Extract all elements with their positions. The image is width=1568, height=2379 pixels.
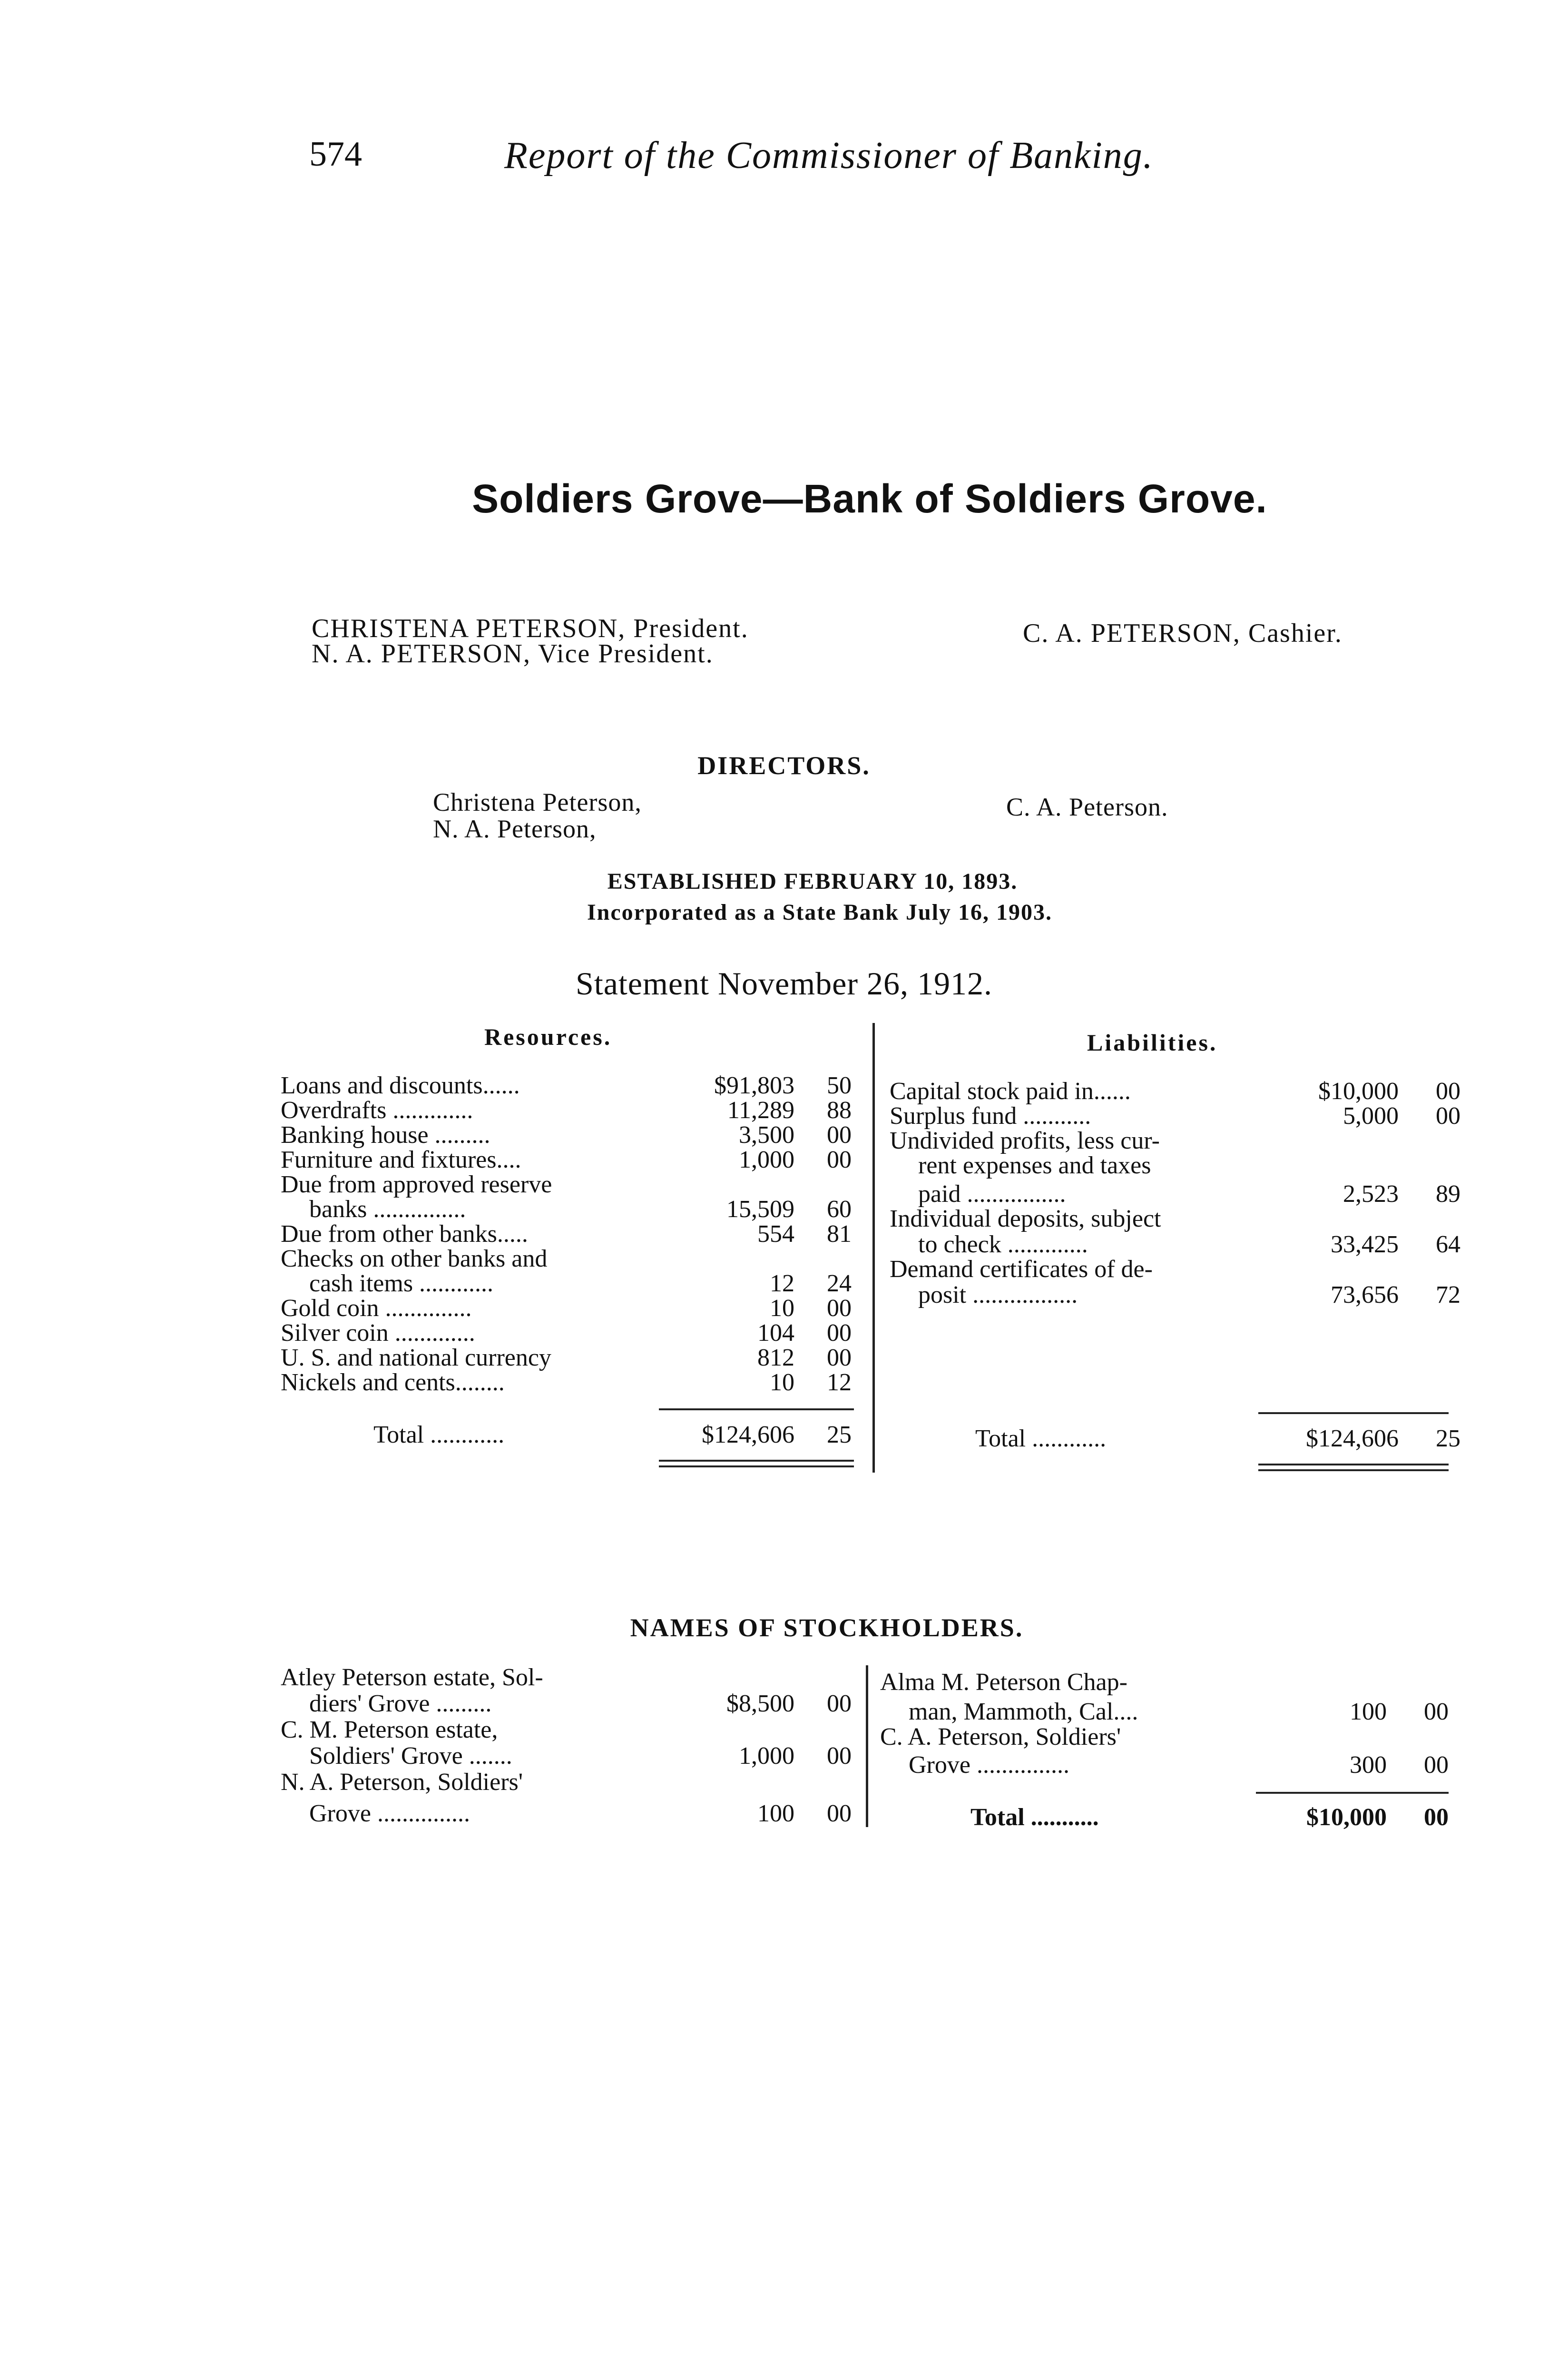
resource-cents: 50: [827, 1072, 852, 1099]
resource-label: Banking house .........: [281, 1121, 490, 1149]
officer-cashier: C. A. PETERSON, Cashier.: [1023, 619, 1343, 648]
resource-cents: 00: [827, 1295, 852, 1322]
directors-heading: DIRECTORS.: [697, 751, 871, 780]
liabilities-total-dollars: $124,606: [1306, 1425, 1399, 1452]
statement-column-divider: [872, 1023, 875, 1473]
stockholder-cents: 00: [827, 1800, 852, 1827]
liabilities-heading: Liabilities.: [1087, 1029, 1218, 1056]
stockholders-heading: NAMES OF STOCKHOLDERS.: [630, 1613, 1024, 1642]
stockholder-cents: 00: [827, 1742, 852, 1770]
liability-label: Individual deposits, subject: [890, 1205, 1161, 1232]
resource-label: Silver coin .............: [281, 1319, 475, 1347]
liabilities-total-cents: 25: [1436, 1425, 1460, 1452]
resource-cents: 00: [827, 1344, 852, 1371]
resource-cents: 00: [827, 1319, 852, 1347]
statement-title: Statement November 26, 1912.: [576, 965, 992, 1002]
liabilities-subtotal-rule: [1258, 1412, 1449, 1414]
liabilities-total-double-rule: [1258, 1464, 1449, 1471]
stockholder-name-line1: Atley Peterson estate, Sol-: [281, 1664, 543, 1691]
stockholder-name-line1: N. A. Peterson, Soldiers': [281, 1769, 523, 1796]
liability-cents: 00: [1436, 1078, 1460, 1105]
resource-cents: 60: [827, 1196, 852, 1223]
liability-label: posit .................: [918, 1281, 1078, 1308]
resources-total-cents: 25: [827, 1421, 852, 1448]
stockholder-name-line2: Soldiers' Grove .......: [309, 1742, 512, 1770]
resource-cents: 12: [827, 1369, 852, 1396]
liability-label: to check .............: [918, 1231, 1088, 1258]
resource-label: banks ...............: [309, 1196, 466, 1223]
stockholders-total-dollars: $10,000: [1306, 1804, 1387, 1831]
resource-cents: 81: [827, 1220, 852, 1248]
resource-cents: 00: [827, 1146, 852, 1173]
resource-label: Gold coin ..............: [281, 1295, 472, 1322]
stockholder-name-line1: C. A. Peterson, Soldiers': [880, 1723, 1121, 1750]
resources-heading: Resources.: [484, 1023, 612, 1050]
established-line: ESTABLISHED FEBRUARY 10, 1893.: [607, 869, 1018, 894]
resource-dollars: 3,500: [739, 1121, 794, 1149]
stockholder-cents: 00: [827, 1690, 852, 1717]
liability-dollars: 73,656: [1331, 1281, 1399, 1308]
stockholder-dollars: 100: [1350, 1698, 1387, 1725]
stockholder-dollars: 100: [757, 1800, 794, 1827]
bank-title: Soldiers Grove—Bank of Soldiers Grove.: [472, 476, 1267, 521]
incorporated-line: Incorporated as a State Bank July 16, 1903.: [587, 900, 1053, 925]
liability-cents: 72: [1436, 1281, 1460, 1308]
stockholder-name-line2: diers' Grove .........: [309, 1690, 492, 1717]
liability-dollars: 33,425: [1331, 1231, 1399, 1258]
stockholder-dollars: $8,500: [726, 1690, 794, 1717]
page-number: 574: [309, 135, 362, 174]
liability-cents: 00: [1436, 1102, 1460, 1130]
officer-vice-president: N. A. PETERSON, Vice President.: [312, 639, 714, 668]
liability-label: Surplus fund ...........: [890, 1102, 1091, 1130]
stockholder-dollars: 300: [1350, 1751, 1387, 1779]
resources-total-label: Total ............: [373, 1421, 505, 1448]
resource-label: Due from approved reserve: [281, 1171, 552, 1198]
resource-dollars: 554: [757, 1220, 794, 1248]
liability-dollars: $10,000: [1318, 1078, 1399, 1105]
stockholder-name-line1: Alma M. Peterson Chap-: [880, 1669, 1127, 1696]
stockholder-name-line2: Grove ...............: [909, 1751, 1069, 1779]
resource-label: U. S. and national currency: [281, 1344, 551, 1371]
liability-dollars: 2,523: [1343, 1180, 1399, 1208]
director-right: C. A. Peterson.: [1006, 793, 1168, 821]
resource-label: Due from other banks.....: [281, 1220, 528, 1248]
stockholders-total-cents: 00: [1424, 1804, 1449, 1831]
resource-label: cash items ............: [309, 1270, 494, 1297]
officer-president: CHRISTENA PETERSON, President.: [312, 614, 749, 643]
resource-dollars: 12: [770, 1270, 794, 1297]
stockholder-cents: 00: [1424, 1698, 1449, 1725]
stockholder-name-line2: man, Mammoth, Cal....: [909, 1698, 1138, 1725]
resources-total-dollars: $124,606: [702, 1421, 794, 1448]
stockholder-name-line1: C. M. Peterson estate,: [281, 1716, 498, 1743]
liability-label: Undivided profits, less cur-: [890, 1127, 1160, 1154]
stockholders-total-rule: [1256, 1792, 1449, 1794]
resource-dollars: 11,289: [727, 1097, 794, 1124]
resource-label: Furniture and fixtures....: [281, 1146, 521, 1173]
resource-dollars: 1,000: [739, 1146, 794, 1173]
stockholders-column-divider: [866, 1665, 868, 1827]
liability-label: Demand certificates of de-: [890, 1256, 1153, 1283]
resource-cents: 88: [827, 1097, 852, 1124]
director-left-2: N. A. Peterson,: [433, 815, 597, 843]
resource-dollars: 104: [757, 1319, 794, 1347]
resource-dollars: $91,803: [714, 1072, 794, 1099]
liability-label: Capital stock paid in......: [890, 1078, 1131, 1105]
resource-label: Overdrafts .............: [281, 1097, 473, 1124]
resource-dollars: 812: [757, 1344, 794, 1371]
running-title: Report of the Commissioner of Banking.: [504, 135, 1154, 177]
stockholders-total-label: Total ...........: [970, 1804, 1099, 1831]
liability-label: paid ................: [918, 1180, 1066, 1208]
resource-cents: 24: [827, 1270, 852, 1297]
stockholder-dollars: 1,000: [739, 1742, 794, 1770]
liability-cents: 64: [1436, 1231, 1460, 1258]
liability-cents: 89: [1436, 1180, 1460, 1208]
resource-dollars: 15,509: [726, 1196, 794, 1223]
stockholder-name-line2: Grove ...............: [309, 1800, 470, 1827]
resources-total-double-rule: [659, 1460, 854, 1467]
resource-dollars: 10: [770, 1295, 794, 1322]
resource-label: Checks on other banks and: [281, 1245, 548, 1272]
liabilities-total-label: Total ............: [975, 1425, 1107, 1452]
resource-dollars: 10: [770, 1369, 794, 1396]
resource-label: Loans and discounts......: [281, 1072, 520, 1099]
liability-dollars: 5,000: [1343, 1102, 1399, 1130]
resource-cents: 00: [827, 1121, 852, 1149]
stockholder-cents: 00: [1424, 1751, 1449, 1779]
director-left-1: Christena Peterson,: [433, 788, 642, 816]
resource-label: Nickels and cents........: [281, 1369, 505, 1396]
resources-subtotal-rule: [659, 1408, 854, 1410]
liability-label: rent expenses and taxes: [918, 1152, 1151, 1179]
